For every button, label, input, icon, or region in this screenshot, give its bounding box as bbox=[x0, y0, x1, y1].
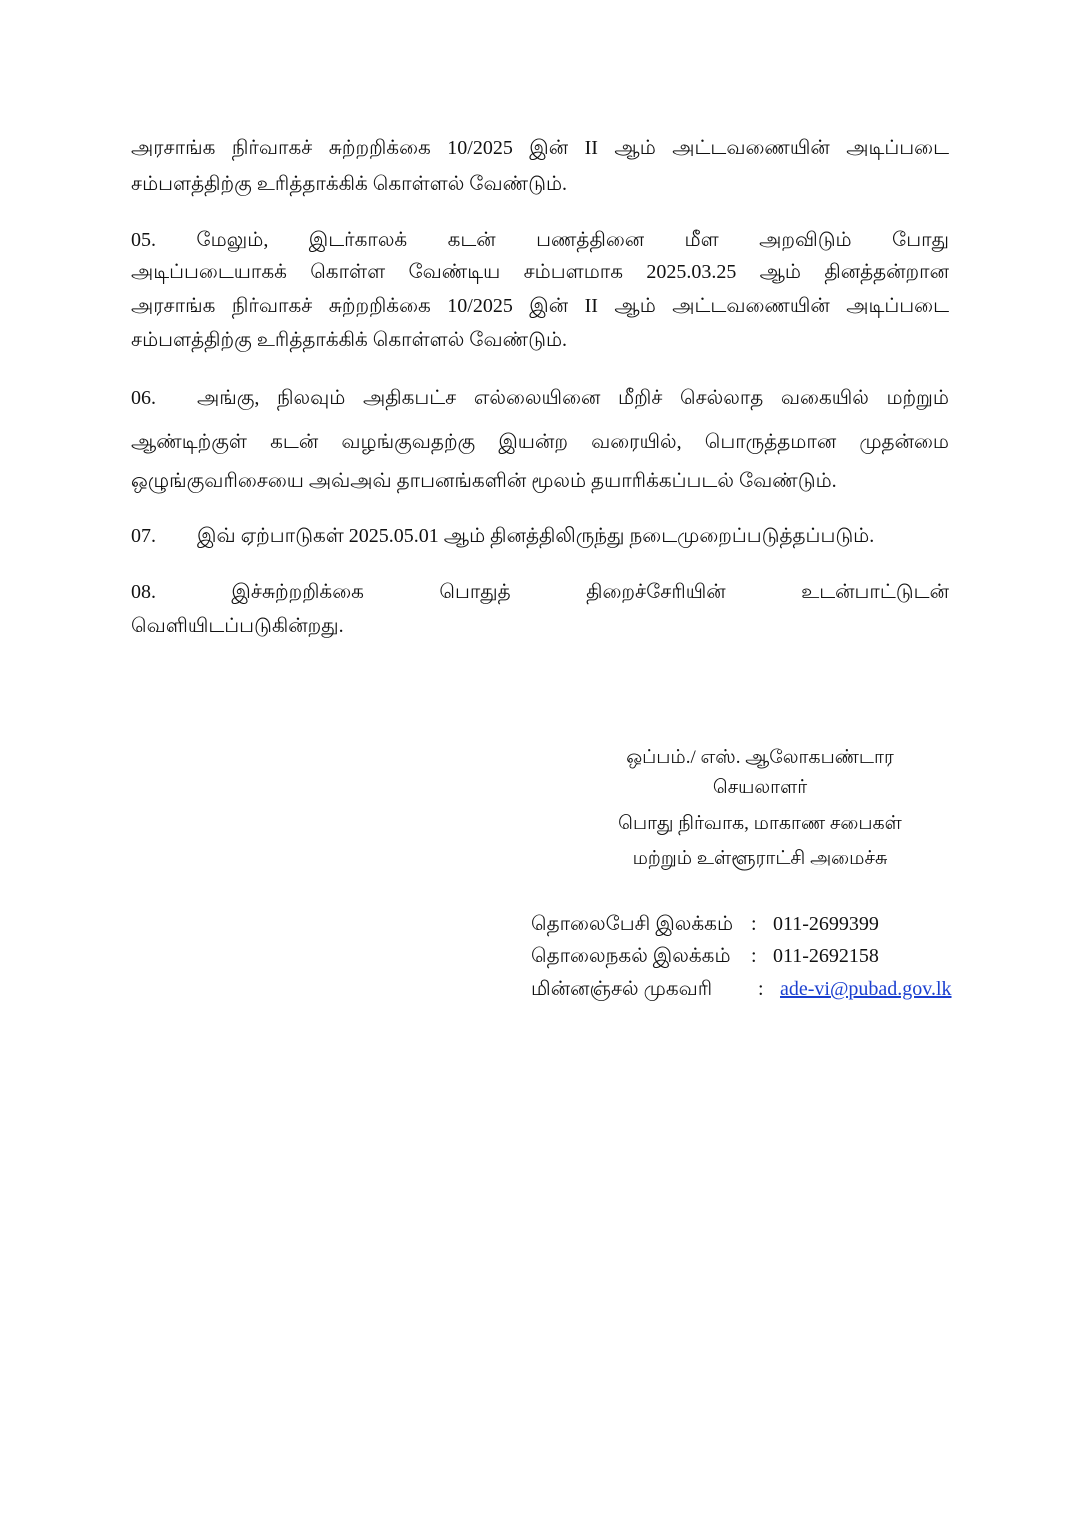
para-05-line-1 bbox=[131, 226, 949, 254]
contact-email-separator: : bbox=[758, 978, 764, 1000]
para-08-line-2: வெளியிடப்படுகின்றது. bbox=[131, 615, 344, 637]
para-08-line-1 bbox=[131, 578, 949, 606]
para-08-word: திறைச்சேரியின் bbox=[586, 581, 726, 603]
contact-phone-label: தொலைபேசி இலக்கம் bbox=[531, 913, 734, 935]
para-05-word: பணத்தினை bbox=[536, 229, 645, 251]
contact-email-label: மின்னஞ்சல் முகவரி bbox=[531, 978, 713, 1000]
contact-phone bbox=[531, 910, 951, 938]
para-08-word: இச்சுற்றறிக்கை bbox=[231, 581, 364, 603]
contact-phone-separator: : bbox=[751, 913, 757, 935]
ministry-line-2: மற்றும் உள்ளூராட்சி அமைச்சு bbox=[632, 848, 888, 869]
para-05-word: கடன் bbox=[447, 229, 496, 251]
para-07-line bbox=[131, 522, 949, 550]
para-08-word: பொதுத் bbox=[439, 581, 511, 603]
contact-fax-separator: : bbox=[751, 945, 757, 967]
para-06-line-1-text: அங்கு, நிலவும் அதிகபட்ச எல்லையினை மீறிச் செல்லாத வகையில் மற்றும் bbox=[197, 387, 949, 409]
para-05-line-2: அடிப்படையாகக் கொள்ள வேண்டிய சம்பளமாக 2025.03.25 ஆம் தினத்தன்றான bbox=[131, 261, 949, 283]
para-08-word: உடன்பாட்டுடன் bbox=[801, 581, 949, 603]
para-05-line-3: அரசாங்க நிர்வாகச் சுற்றறிக்கை 10/2025 இன் II ஆம் அட்டவணையின் அடிப்படை bbox=[131, 295, 949, 317]
para-07-text: இவ் ஏற்பாடுகள் 2025.05.01 ஆம் தினத்திலிருந்து நடைமுறைப்படுத்தப்படும். bbox=[197, 525, 875, 547]
ministry-line-1: பொது நிர்வாக, மாகாண சபைகள் bbox=[618, 813, 902, 834]
para-06-number: 06. bbox=[131, 387, 156, 409]
contact-fax bbox=[531, 942, 951, 970]
contact-phone-value: 011-2699399 bbox=[773, 913, 879, 935]
contact-fax-value: 011-2692158 bbox=[773, 945, 879, 967]
para-06-line-1 bbox=[131, 384, 949, 412]
para-06-line-2: ஆண்டிற்குள் கடன் வழங்குவதற்கு இயன்ற வரையில், பொருத்தமான முதன்மை bbox=[131, 431, 949, 453]
para-05-number: 05. bbox=[131, 229, 156, 251]
para-05-word: அறவிடும் bbox=[759, 229, 852, 251]
contact-email-link[interactable]: ade-vi@pubad.gov.lk bbox=[780, 978, 952, 1000]
contact-fax-label: தொலைநகல் இலக்கம் bbox=[531, 945, 731, 967]
signatory-title: செயலாளர் bbox=[712, 777, 808, 798]
para-05-word: போது bbox=[892, 229, 949, 251]
para-07-number: 07. bbox=[131, 525, 156, 547]
signatory-name: ஒப்பம்./ எஸ். ஆலோகபண்டார bbox=[626, 747, 894, 768]
continuation-line-2: சம்பளத்திற்கு உரித்தாக்கிக் கொள்ளல் வேண்டும். bbox=[131, 173, 568, 195]
para-08-number: 08. bbox=[131, 581, 156, 603]
contact-email bbox=[531, 975, 971, 1003]
continuation-line-1: அரசாங்க நிர்வாகச் சுற்றறிக்கை 10/2025 இன் II ஆம் அட்டவணையின் அடிப்படை bbox=[131, 137, 949, 159]
para-05-line-4: சம்பளத்திற்கு உரித்தாக்கிக் கொள்ளல் வேண்டும். bbox=[131, 329, 568, 351]
para-06-line-3: ஒழுங்குவரிசையை அவ்அவ் தாபனங்களின் மூலம் தயாரிக்கப்படல் வேண்டும். bbox=[131, 470, 837, 492]
para-05-word: இடர்காலக் bbox=[308, 229, 408, 251]
para-05-word: மீள bbox=[684, 229, 719, 251]
para-05-word: மேலும், bbox=[196, 229, 269, 251]
